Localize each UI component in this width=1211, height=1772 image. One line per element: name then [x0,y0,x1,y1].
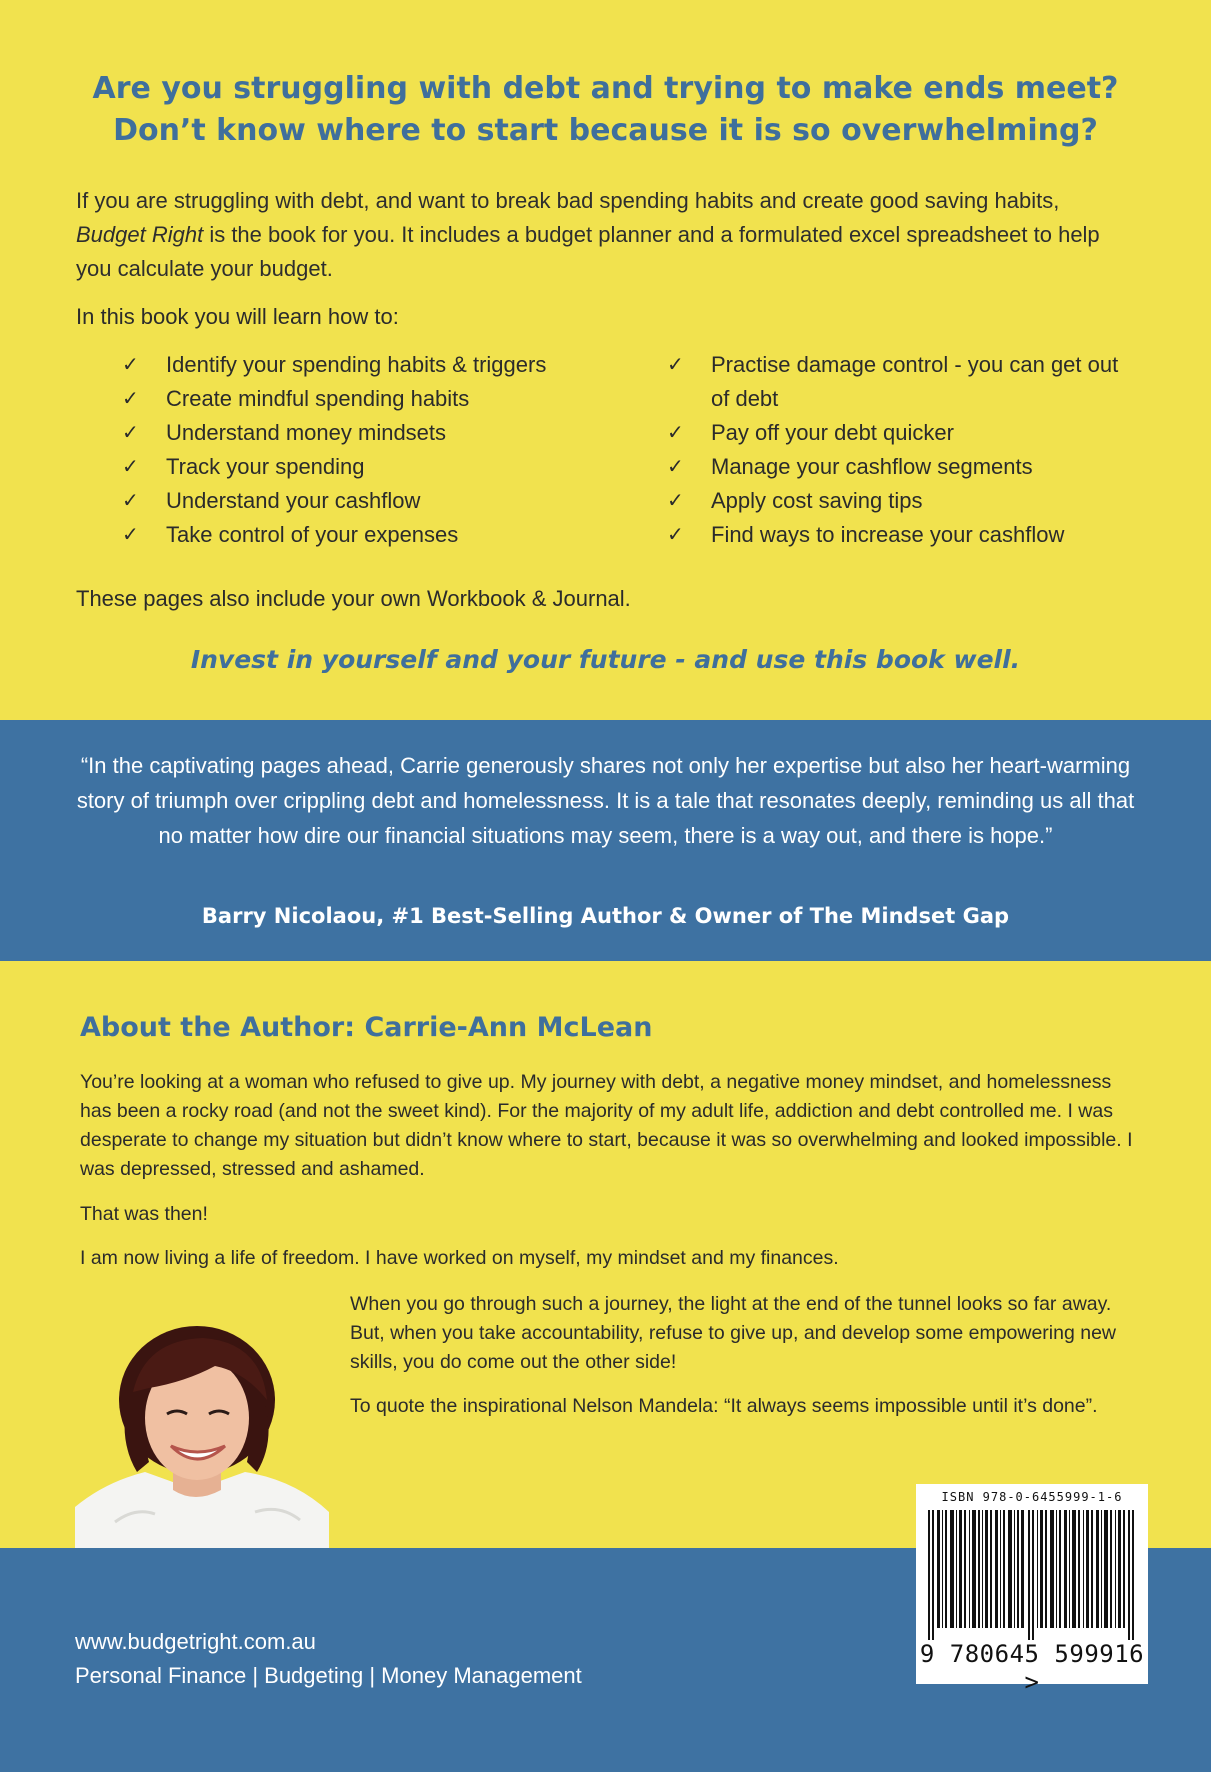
checklist-item: ✓ Track your spending [122,450,642,484]
checklist-item: ✓ Create mindful spending habits [122,382,642,416]
check-icon: ✓ [122,456,139,478]
check-icon: ✓ [667,524,684,546]
checklist-item: ✓ Take control of your expenses [122,518,642,552]
check-icon: ✓ [122,524,139,546]
isbn-barcode [916,1484,1148,1696]
about-paragraph-2: That was then! [80,1203,208,1225]
about-heading: About the Author: Carrie-Ann McLean [80,1012,653,1043]
checklist-item: ✓ Find ways to increase your cashflow [667,518,1137,552]
check-icon: ✓ [122,388,139,410]
checklist-item: ✓ Practise damage control - you can get out of debt [667,348,1137,416]
author-portrait-icon [75,1322,329,1548]
check-icon: ✓ [122,422,139,444]
check-icon: ✓ [667,422,684,444]
testimonial-quote: “In the captivating pages ahead, Carrie generously shares not only her expertise but also her heart-warming story of triumph over crippling debt and homelessness. It is a tale that resonates deeply, reminding us all that no matter how dire our financial situations may seem, there is a way out, and there is hope.” [76,753,1135,848]
headline-line-1: Are you struggling with debt and trying to make ends meet? [92,71,1119,106]
testimonial-attribution: Barry Nicolaou, #1 Best-Selling Author & Owner of The Mindset Gap [201,904,1010,928]
check-icon: ✓ [122,354,139,376]
check-icon: ✓ [667,456,684,478]
intro-text-before: If you are struggling with debt, and want to break bad spending habits and create good saving habits, [76,188,1060,213]
about-paragraph-5: To quote the inspirational Nelson Mandela: “It always seems impossible until it’s done”. [350,1395,1098,1417]
barcode-icon [926,1510,1138,1640]
headline-line-2: Don’t know where to start because it is so overwhelming? [113,113,1098,148]
isbn-label: ISBN 978-0-6455999-1-6 [941,1490,1123,1504]
check-icon: ✓ [667,490,684,512]
checklist-item: ✓ Understand money mindsets [122,416,642,450]
headline [0,68,1211,152]
checklist-left [122,348,642,552]
checklist-item: ✓ Identify your spending habits & triggers [122,348,642,382]
checklist-item: ✓ Apply cost saving tips [667,484,1137,518]
intro-text-after: is the book for you. It includes a budget planner and a formulated excel spreadsheet to help you calculate your budget. [76,222,1100,281]
checklist-right [667,348,1137,552]
website-link[interactable]: www.budgetright.com.au [75,1629,316,1654]
book-title: Budget Right [76,222,204,247]
check-icon: ✓ [667,354,684,376]
about-paragraph-4: When you go through such a journey, the light at the end of the tunnel looks so far away. But, when you take accountability, refuse to give up, and develop some empowering new skills, you do come out the other side! [350,1293,1117,1373]
intro-paragraph [76,184,1116,286]
barcode-digits: 9 780645 599916 > [919,1640,1145,1696]
book-categories: Personal Finance | Budgeting | Money Management [75,1663,582,1688]
checklist-item: ✓ Understand your cashflow [122,484,642,518]
author-photo [75,1322,329,1548]
checklist-item: ✓ Manage your cashflow segments [667,450,1137,484]
invest-tagline: Invest in yourself and your future - and use this book well. [190,645,1021,674]
checklist-item: ✓ Pay off your debt quicker [667,416,1137,450]
about-paragraph-1: You’re looking at a woman who refused to give up. My journey with debt, a negative money mindset, and homelessness has been a rocky road (and not the sweet kind). For the majority of my adult life, addiction and debt controlled me. I was desperate to change my situation but didn’t know where to start, because it was so overwhelming and looked impossible. I was depressed, stressed and ashamed. [80,1071,1133,1180]
testimonial-band [0,720,1211,961]
about-paragraph-3: I am now living a life of freedom. I have worked on myself, my mindset and my finances. [80,1247,839,1269]
check-icon: ✓ [122,490,139,512]
workbook-note: These pages also include your own Workbook & Journal. [76,586,631,611]
learn-label: In this book you will learn how to: [76,304,399,329]
